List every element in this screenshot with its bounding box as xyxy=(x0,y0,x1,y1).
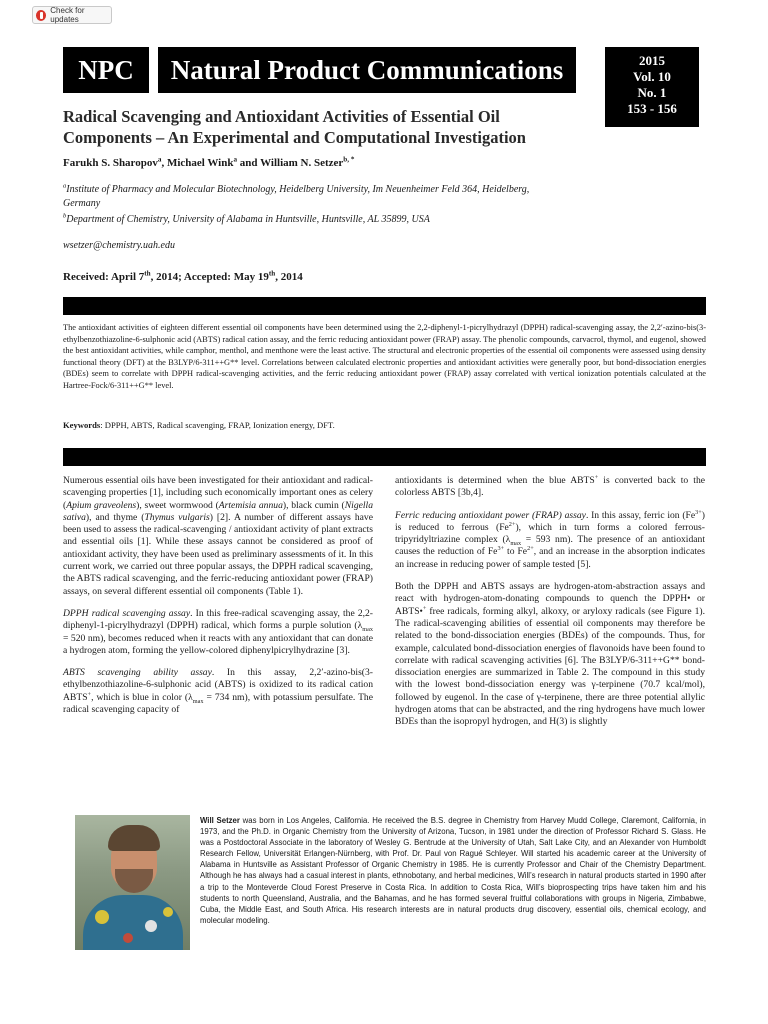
paragraph xyxy=(395,510,705,571)
check-for-updates-button[interactable] xyxy=(32,6,112,24)
text: . In this free-radical scavenging assay, the 2,2-diphenyl-1-picrylhydrazyl (DPPH) radical, which forms a purple solution (λ xyxy=(63,607,374,632)
subscript: max xyxy=(510,540,522,548)
issue-info xyxy=(605,47,699,127)
photo-shirt-pattern xyxy=(163,907,173,917)
superscript: + xyxy=(87,690,92,698)
issue-year: 2015 xyxy=(639,53,665,68)
author-name: William N. Setzer xyxy=(260,157,344,169)
species-name: Thymus vulgaris xyxy=(144,511,210,523)
author-separator: and xyxy=(237,157,261,169)
author-affil-mark: a xyxy=(233,155,238,164)
keywords xyxy=(63,420,335,430)
affil-text: Department of Chemistry, University of Alabama in Huntsville, Huntsville, AL 35899, USA xyxy=(66,214,430,225)
text: . In this assay, ferric ion (Fe xyxy=(585,509,696,521)
paragraph xyxy=(395,581,705,729)
text: Both the DPPH and ABTS assays are hydrogen-atom-abstraction assays and react with hydrogen-atom-donating compounds to quench the DPPH• or ABTS• xyxy=(395,581,705,617)
issue-number: No. 1 xyxy=(637,85,667,100)
author-affil-mark: b, * xyxy=(343,155,355,164)
issue-volume: Vol. 10 xyxy=(633,69,671,84)
received-dates xyxy=(63,271,303,283)
subscript: max xyxy=(362,626,373,634)
affiliation-a xyxy=(63,183,563,211)
species-name: Nigella sativa xyxy=(63,499,373,523)
author-list xyxy=(63,157,354,169)
author-separator: , xyxy=(161,157,167,169)
affil-mark: a xyxy=(63,182,67,190)
accepted-text: , 2014; Accepted: May 19 xyxy=(150,271,269,283)
author-photo xyxy=(75,815,190,950)
check-for-updates-label: Check for updates xyxy=(50,6,85,24)
article-title xyxy=(63,106,603,148)
text: Numerous essential oils have been investigated for their antioxidant and radical-scavenging properties [1], including such economically important ones as celery ( xyxy=(63,475,373,511)
superscript: 3+ xyxy=(497,545,505,553)
text: ), and thyme ( xyxy=(85,511,145,523)
paragraph xyxy=(63,667,373,716)
title-line-1: Radical Scavenging and Antioxidant Activities of Essential Oil xyxy=(63,107,500,126)
paragraph xyxy=(395,475,705,500)
text: = 520 nm), becomes reduced when it reacts with any antioxidant that can donate a hydrogen atom, forming the yellow-colored diphenylpicrylhydrazine [3]. xyxy=(63,632,373,656)
photo-beard xyxy=(115,869,153,893)
text: to Fe xyxy=(504,546,528,558)
superscript: 3+ xyxy=(695,508,702,516)
keywords-text: : DPPH, ABTS, Radical scavenging, FRAP, Ionization energy, DFT. xyxy=(100,420,335,430)
paragraph xyxy=(63,475,373,598)
superscript: 2+ xyxy=(527,545,534,553)
photo-shirt-pattern xyxy=(95,910,109,924)
keywords-label: Keywords xyxy=(63,420,101,430)
section-heading: DPPH radical scavenging assay xyxy=(63,607,191,619)
affil-text: Institute of Pharmacy and Molecular Biotechnology, Heidelberg University, Im Neuenheimer Feld 364, Heidelberg, Germany xyxy=(63,184,530,209)
affiliation-b xyxy=(63,213,563,227)
ordinal-suffix: th xyxy=(268,269,276,278)
journal-title: Natural Product Communications xyxy=(158,47,576,93)
issue-pages: 153 - 156 xyxy=(627,101,677,116)
ordinal-suffix: th xyxy=(144,269,151,278)
bio-text: was born in Los Angeles, California. He received the B.S. degree in Chemistry from Harvey Mudd College, Claremont, California, in 1973, and the Ph.D. in Organic Chemistry from the University of Arizona, Tucson, in 1981 under the direction of Professor Richard S. Glass. He was a Postdoctoral Associate in the laboratory of Wesley G. Bentrude at the University of Utah, Salt Lake City, and an Alexander von Humboldt Research Fellow, Universität Erlangen-Nürnberg, with Prof. Dr. Paul von Ragué Schleyer. Will started his academic career at the University of Alabama in Huntsville as Assistant Professor of Organic Chemistry in 1985. He is currently Professor and Chair of the Chemistry Department. Although he has always had a casual interest in plants, ethnobotany, and herbal medicines, Will’s research in natural products started in 1990 after a trip to the Monteverde Cloud Forest Preserve in Costa Rica. In addition to Costa Rica, Will’s bioprospecting trips have taken him and his students to north Queensland, Australia, and the Bahamas, and he has formed several fruitful collaborations with groups in Nigeria, Zimbabwe, Cuba, the Middle East, and South Africa. His research interests are in natural products drug discovery, essential oils, chemical ecology, and molecular modeling. xyxy=(200,816,706,925)
author-biography xyxy=(200,815,706,926)
abstract-divider xyxy=(63,297,706,315)
photo-shirt-pattern xyxy=(123,933,133,943)
superscript: + xyxy=(422,604,427,612)
text: ), sweet wormwood ( xyxy=(136,499,219,511)
author-name: Michael Wink xyxy=(166,157,234,169)
species-name: Apium graveolens xyxy=(66,499,137,511)
text: antioxidants is determined when the blue ABTS xyxy=(395,475,595,486)
text: . In this assay, 2,2′-azino-bis(3-ethylbenzothiazoline-6-sulphonic acid (ABTS) is oxidized to its radical cation ABTS xyxy=(63,667,373,703)
text: = 593 nm). The presence of an antioxidant causes the reduction of Fe xyxy=(395,534,705,558)
section-heading: Ferric reducing antioxidant power (FRAP) assay xyxy=(395,509,586,521)
year-text: , 2014 xyxy=(275,271,303,283)
subscript: max xyxy=(192,697,204,705)
bio-name: Will Setzer xyxy=(200,816,240,825)
body-divider xyxy=(63,448,706,466)
corresponding-email[interactable]: wsetzer@chemistry.uah.edu xyxy=(63,240,175,251)
body-column-left xyxy=(63,475,373,726)
text: , and an increase in the absorption indicates an increase in reducing power of sample tested [5]. xyxy=(395,546,705,570)
text: is converted back to the colorless ABTS [3b,4]. xyxy=(395,475,705,499)
received-text: Received: April 7 xyxy=(63,271,145,283)
text: ), black cumin ( xyxy=(282,499,345,511)
superscript: 2+ xyxy=(508,520,516,528)
title-line-2: Components – An Experimental and Computational Investigation xyxy=(63,128,526,147)
author-affil-mark: a xyxy=(157,155,162,164)
photo-shirt-pattern xyxy=(145,920,157,932)
body-column-right xyxy=(395,475,705,739)
affil-mark: b xyxy=(63,212,67,220)
superscript: + xyxy=(594,473,599,481)
journal-logo: NPC xyxy=(63,47,149,93)
abstract: The antioxidant activities of eighteen different essential oil components have been determined using the 2,2-diphenyl-1-picrylhydrazyl (DPPH) radical-scavenging assay, the 2,2′-azino-bis(3-ethylbenzothiazoline-6-sulphonic acid (ABTS) radical cation assay, and the ferric reducing antioxidant power (FRAP) assay. The phenolic compounds, carvacrol, thymol, and eugenol, showed the best antioxidant activities, while camphor, menthol, and menthone were the least active. The structural and electronic properties of the essential oil components were assessed using density functional theory (DFT) at the B3LYP/6-311++G** level. Correlations between calculated electronic properties and antioxidant activities were generally poor, but bond-dissociation energies (BDEs) seem to correlate with DPPH radical-scavenging activities, and the ferric reducing antioxidant power (FRAP) assay correlated with vertical ionization potentials calculated at the Hartree-Fock/6-311++G** level. xyxy=(63,323,706,390)
paragraph xyxy=(63,608,373,657)
text: free radicals, forming alkyl, alkoxy, or aryloxy radicals (see Figure 1). The radical-scavenging abilities of essential oil components may therefore be related to the bond-dissociation energies (BDEs) of the compounds. Thus, for example, calculated bond-dissociation energies of flavonoids have been found to correlate with radical scavenging activities [6]. The B3LYP/6-311++G** bond-dissociation energies are summarized in Table 2. The compound in this study with the lowest bond-dissociation energy was γ-terpinene (70.7 kcal/mol), followed by eugenol. In the case of γ-terpinene, there are three potential allylic hydrogen atoms that can be abstracted, and the ring hydrogens have much lower BDEs than the isopropyl hydrogen, and H(3) is slightly xyxy=(395,605,705,728)
text: ), which in turn forms a colored ferrous-tripyridyltriazine complex (λ xyxy=(395,521,705,546)
species-name: Artemisia annua xyxy=(218,499,283,511)
photo-hair xyxy=(108,825,160,851)
text: = 734 nm), with potassium persulfate. The radical scavenging capacity of xyxy=(63,691,373,716)
text: , which is blue in color (λ xyxy=(91,691,193,703)
crossmark-icon xyxy=(36,10,46,21)
text: ) [2]. A number of different assays have been used to assess the radical-scavenging / antioxidant activity of plant extracts and essential oils [1]. While these assays cannot be considered as proof of antioxidant activity, they have been used as preliminary assessments of it. In this current work, we carried out three popular assays, the DPPH radical scavenging, the ABTS radical scavenging, and the ferric-reducing antioxidant power (FRAP) assays, on several different essential oil components (Table 1). xyxy=(63,511,373,597)
section-heading: ABTS scavenging ability assay xyxy=(63,667,212,679)
text: ) is reduced to ferrous (Fe xyxy=(395,509,705,533)
author-name: Farukh S. Sharopov xyxy=(63,157,158,169)
